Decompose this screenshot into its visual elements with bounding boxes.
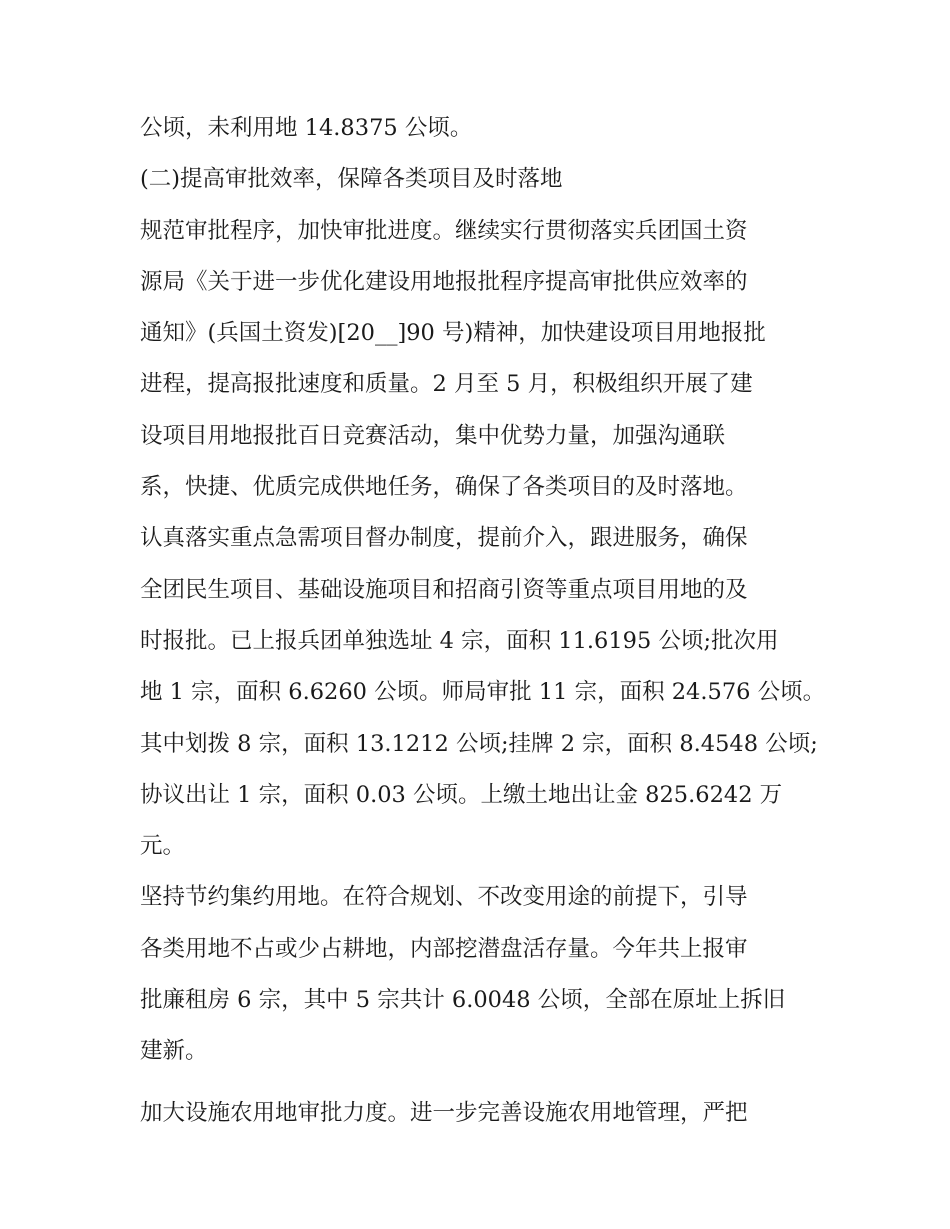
text-line: 进程，提高报批速度和质量。2 月至 5 月，积极组织开展了建 xyxy=(140,371,753,398)
text-line: 其中划拨 8 宗，面积 13.1212 公顷;挂牌 2 宗，面积 8.4548 公顷; xyxy=(140,730,818,757)
text-line: 批廉租房 6 宗，其中 5 宗共计 6.0048 公顷，全部在原址上拆旧 xyxy=(140,987,786,1014)
text-line: 设项目用地报批百日竞赛活动，集中优势力量，加强沟通联 xyxy=(140,422,726,449)
text-line: 全团民生项目、基础设施项目和招商引资等重点项目用地的及 xyxy=(140,576,748,603)
text-line: 地 1 宗，面积 6.6260 公顷。师局审批 11 宗，面积 24.576 公顷。 xyxy=(140,679,826,706)
text-line: 系，快捷、优质完成供地任务，确保了各类项目的及时落地。 xyxy=(140,474,748,501)
text-line: 建新。 xyxy=(140,1038,208,1065)
text-line: 各类用地不占或少占耕地，内部挖潜盘活存量。今年共上报审 xyxy=(140,935,748,962)
text-line: 协议出让 1 宗，面积 0.03 公顷。上缴土地出让金 825.6242 万 xyxy=(140,781,783,808)
text-line: 加大设施农用地审批力度。进一步完善设施农用地管理，严把 xyxy=(140,1099,748,1126)
text-line: 元。 xyxy=(140,833,186,860)
text-line: 认真落实重点急需项目督办制度，提前介入，跟进服务，确保 xyxy=(140,525,748,552)
paragraph-gap xyxy=(140,1078,820,1088)
text-line: 时报批。已上报兵团单独选址 4 宗，面积 11.6195 公顷;批次用 xyxy=(140,627,779,654)
document-body xyxy=(140,103,826,1139)
text-line: 源局《关于进一步优化建设用地报批程序提高审批供应效率的 xyxy=(140,268,748,295)
text-line: 规范审批程序，加快审批进度。继续实行贯彻落实兵团国土资 xyxy=(140,217,748,244)
text-line: 通知》(兵国土资发)[20__]90 号)精神，加快建设项目用地报批 xyxy=(140,320,766,347)
text-line: 公顷，未利用地 14.8375 公顷。 xyxy=(140,115,473,141)
text-line: 坚持节约集约用地。在符合规划、不改变用途的前提下，引导 xyxy=(140,884,748,911)
section-heading: (二)提高审批效率，保障各类项目及时落地 xyxy=(140,166,563,193)
